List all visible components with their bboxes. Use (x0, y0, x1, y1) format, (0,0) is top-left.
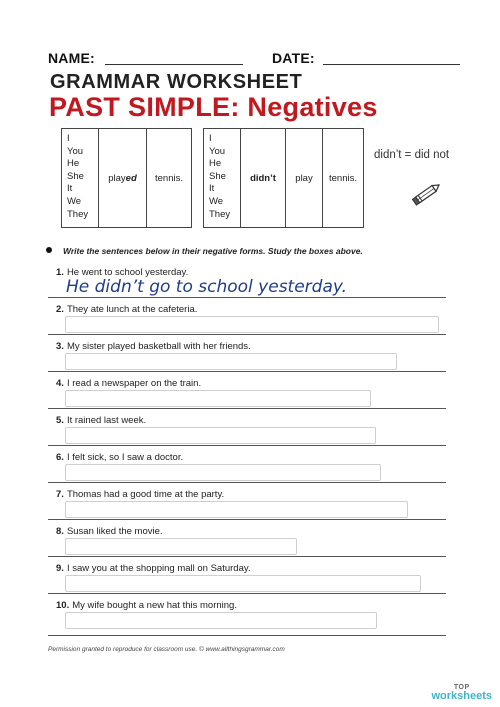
question-8: 8. Susan liked the movie. (56, 526, 163, 537)
positive-example-box (61, 128, 192, 228)
divider (48, 371, 446, 372)
answer-input-7[interactable] (65, 501, 408, 518)
bullet-icon (46, 247, 52, 253)
contraction-note: didn’t = did not (374, 149, 450, 161)
divider (48, 519, 446, 520)
verb-ending: ed (125, 172, 137, 184)
answer-input-5[interactable] (65, 427, 376, 444)
name-blank[interactable] (105, 51, 243, 65)
negative-example-box (203, 128, 364, 228)
question-1: 1. He went to school yesterday. (56, 267, 189, 278)
divider (48, 482, 446, 483)
name-field (48, 50, 243, 66)
answer-input-4[interactable] (65, 390, 371, 407)
answer-input-2[interactable] (65, 316, 439, 333)
question-3: 3. My sister played basketball with her friends. (56, 341, 251, 352)
question-2: 2. They ate lunch at the cafeteria. (56, 304, 198, 315)
divider (48, 635, 446, 636)
question-5: 5. It rained last week. (56, 415, 147, 426)
divider (48, 593, 446, 594)
object-cell: tennis. (147, 129, 192, 228)
object-cell: tennis. (323, 129, 364, 228)
question-7: 7. Thomas had a good time at the party. (56, 489, 225, 500)
question-4: 4. I read a newspaper on the train. (56, 378, 202, 389)
pencil-icon (410, 180, 444, 208)
pronoun-list: I You He She It We They (62, 129, 99, 228)
date-field (272, 50, 460, 66)
topworksheets-logo[interactable]: TOP worksheets (431, 684, 492, 702)
pronoun-list: I You He She It We They (204, 129, 241, 228)
question-10: 10. My wife bought a new hat this morning. (56, 600, 237, 611)
answer-input-10[interactable] (65, 612, 377, 629)
name-label: NAME: (48, 50, 95, 66)
date-blank[interactable] (323, 51, 460, 65)
answer-input-8[interactable] (65, 538, 297, 555)
instructions: Write the sentences below in their negative forms. Study the boxes above. (46, 246, 363, 256)
divider (48, 297, 446, 298)
sample-answer: He didn’t go to school yesterday. (66, 277, 348, 297)
permission-notice: Permission granted to reproduce for classroom use. © www.allthingsgrammar.com (48, 646, 285, 653)
divider (48, 445, 446, 446)
answer-input-9[interactable] (65, 575, 421, 592)
question-9: 9. I saw you at the shopping mall on Saturday. (56, 563, 251, 574)
divider (48, 556, 446, 557)
verb-cell: play (286, 129, 323, 228)
verb-cell: played (99, 129, 147, 228)
worksheet-title: GRAMMAR WORKSHEET (50, 71, 303, 93)
divider (48, 408, 446, 409)
answer-input-3[interactable] (65, 353, 397, 370)
worksheet-subtitle: PAST SIMPLE: Negatives (49, 92, 378, 122)
divider (48, 334, 446, 335)
answer-input-6[interactable] (65, 464, 381, 481)
date-label: DATE: (272, 50, 315, 66)
question-6: 6. I felt sick, so I saw a doctor. (56, 452, 184, 463)
auxiliary-cell: didn’t (241, 129, 286, 228)
